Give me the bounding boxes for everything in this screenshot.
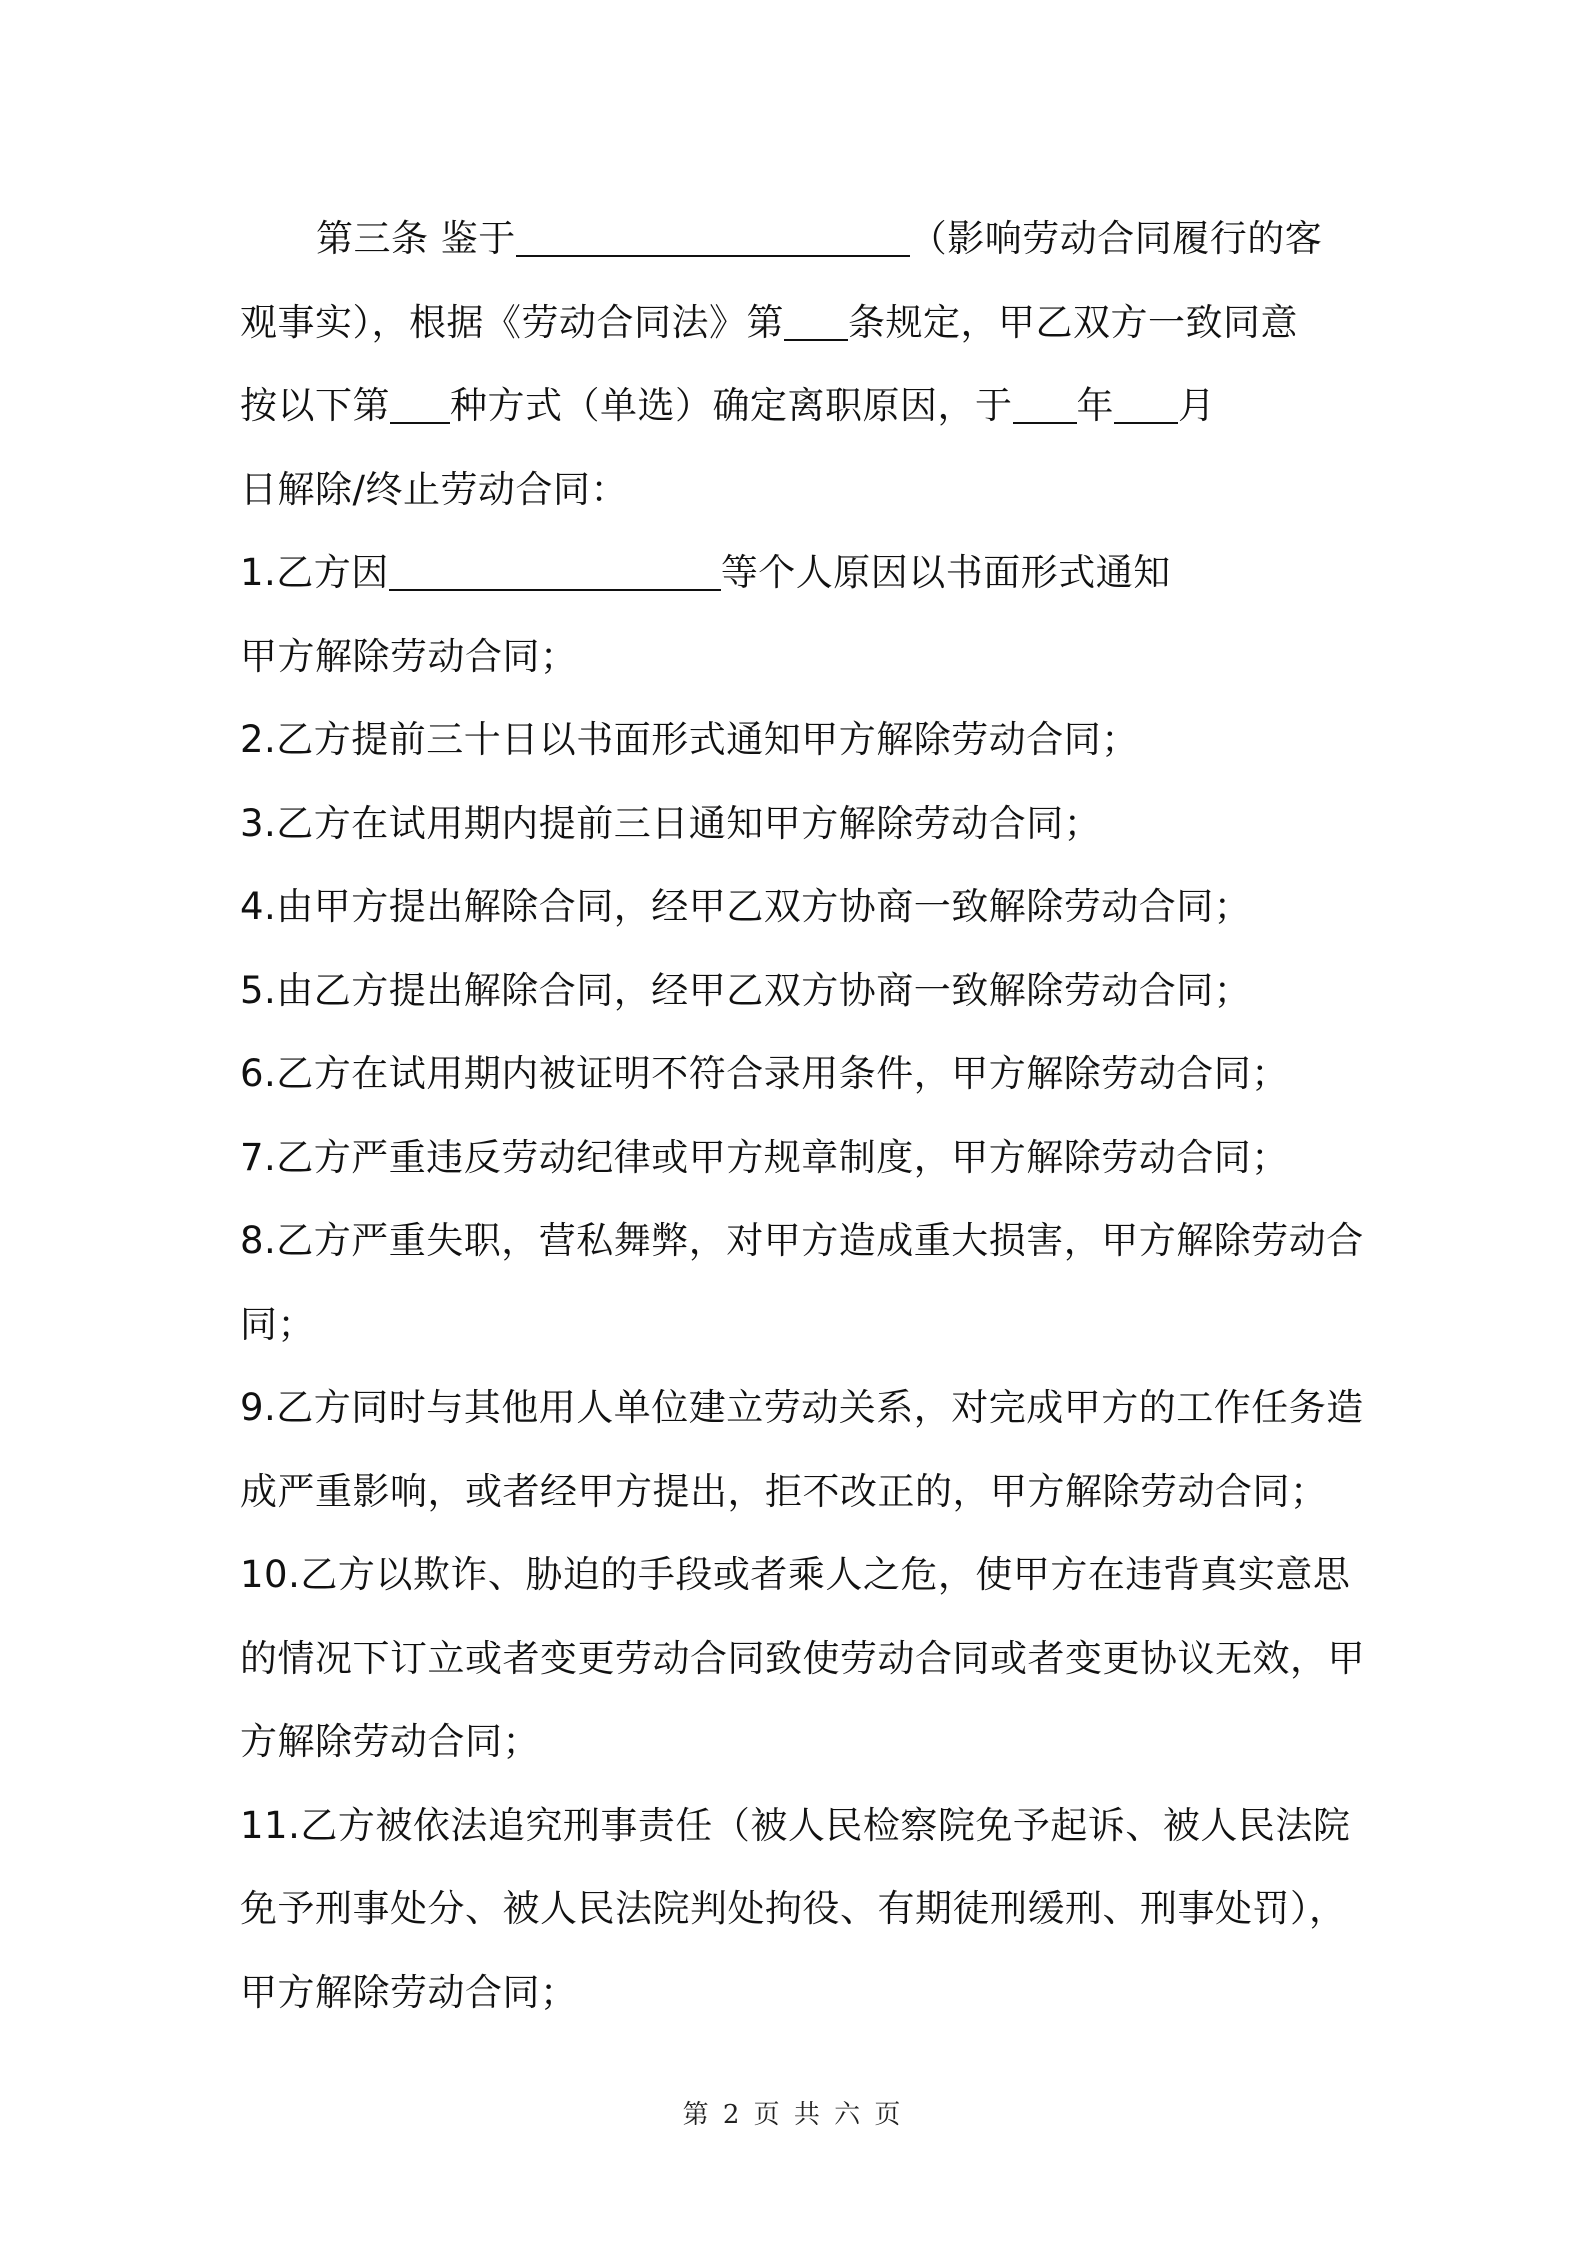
- list-item-1-cont: 甲方解除劳动合同；: [240, 634, 578, 678]
- article3-line-1: [240, 197, 1358, 281]
- list-item-3: 3.乙方在试用期内提前三日通知甲方解除劳动合同；: [240, 801, 1102, 845]
- text-span: 月: [1178, 384, 1216, 427]
- text-span: 等个人原因以书面形式通知: [720, 551, 1171, 594]
- text-span: 按以下第: [240, 384, 390, 427]
- list-item-8: 8.乙方严重失职，营私舞弊，对甲方造成重大损害，甲方解除劳动合: [240, 1219, 1364, 1262]
- blank-year-field[interactable]: [1013, 382, 1077, 424]
- article-body: [240, 197, 1365, 2034]
- list-item-11-cont-2: 甲方解除劳动合同；: [240, 1970, 578, 2014]
- text-span: 鉴于: [440, 217, 516, 260]
- list-item-4: 4.由甲方提出解除合同，经甲乙双方协商一致解除劳动合同；: [240, 885, 1252, 928]
- article3-line-3: [240, 364, 1358, 448]
- list-item-11-cont-1: 免予刑事处分、被人民法院判处拘役、有期徒刑缓刑、刑事处罚），: [240, 1887, 1347, 1930]
- blank-article-field[interactable]: [784, 299, 848, 341]
- text-span: 观事实），根据《劳动合同法》第: [240, 300, 784, 344]
- list-item-9: 9.乙方同时与其他用人单位建立劳动关系，对完成甲方的工作任务造: [240, 1386, 1364, 1429]
- text-span: 条规定，甲乙双方一致同意: [848, 300, 1298, 344]
- list-item-10-cont-2: 方解除劳动合同；: [240, 1720, 540, 1763]
- list-item-10: 10.乙方以欺诈、胁迫的手段或者乘人之危，使甲方在违背真实意思: [240, 1553, 1351, 1596]
- list-item-11: 11.乙方被依法追究刑事责任（被人民检察院免予起诉、被人民法院: [240, 1803, 1351, 1847]
- blank-reason-field[interactable]: [389, 549, 721, 591]
- blank-fact-field[interactable]: [516, 215, 910, 257]
- list-item-5: 5.由乙方提出解除合同，经甲乙双方协商一致解除劳动合同；: [240, 968, 1252, 1012]
- text-span: 种方式（单选）确定离职原因，于: [450, 384, 1013, 427]
- text-span: 年: [1076, 384, 1114, 427]
- text-span: （影响劳动合同履行的客: [909, 217, 1323, 260]
- list-item-7: 7.乙方严重违反劳动纪律或甲方规章制度，甲方解除劳动合同；: [240, 1135, 1289, 1179]
- article-number: 第三条: [316, 217, 429, 260]
- blank-option-field[interactable]: [390, 382, 450, 424]
- page-footer: 第 2 页 共 六 页: [682, 2100, 904, 2130]
- text-span: 1.乙方因: [240, 551, 389, 594]
- list-item-2: 2.乙方提前三十日以书面形式通知甲方解除劳动合同；: [240, 718, 1139, 761]
- list-item-9-cont: 成严重影响，或者经甲方提出，拒不改正的，甲方解除劳动合同；: [240, 1469, 1328, 1513]
- list-item-6: 6.乙方在试用期内被证明不符合录用条件，甲方解除劳动合同；: [240, 1052, 1289, 1095]
- list-item-8-cont: 同；: [240, 1302, 315, 1346]
- article3-line-4: 日解除/终止劳动合同：: [240, 467, 628, 511]
- blank-month-field[interactable]: [1114, 382, 1178, 424]
- list-item-10-cont-1: 的情况下订立或者变更劳动合同致使劳动合同或者变更协议无效，甲: [240, 1636, 1365, 1680]
- list-item-1: [240, 531, 1358, 615]
- article3-line-2: [240, 281, 1358, 365]
